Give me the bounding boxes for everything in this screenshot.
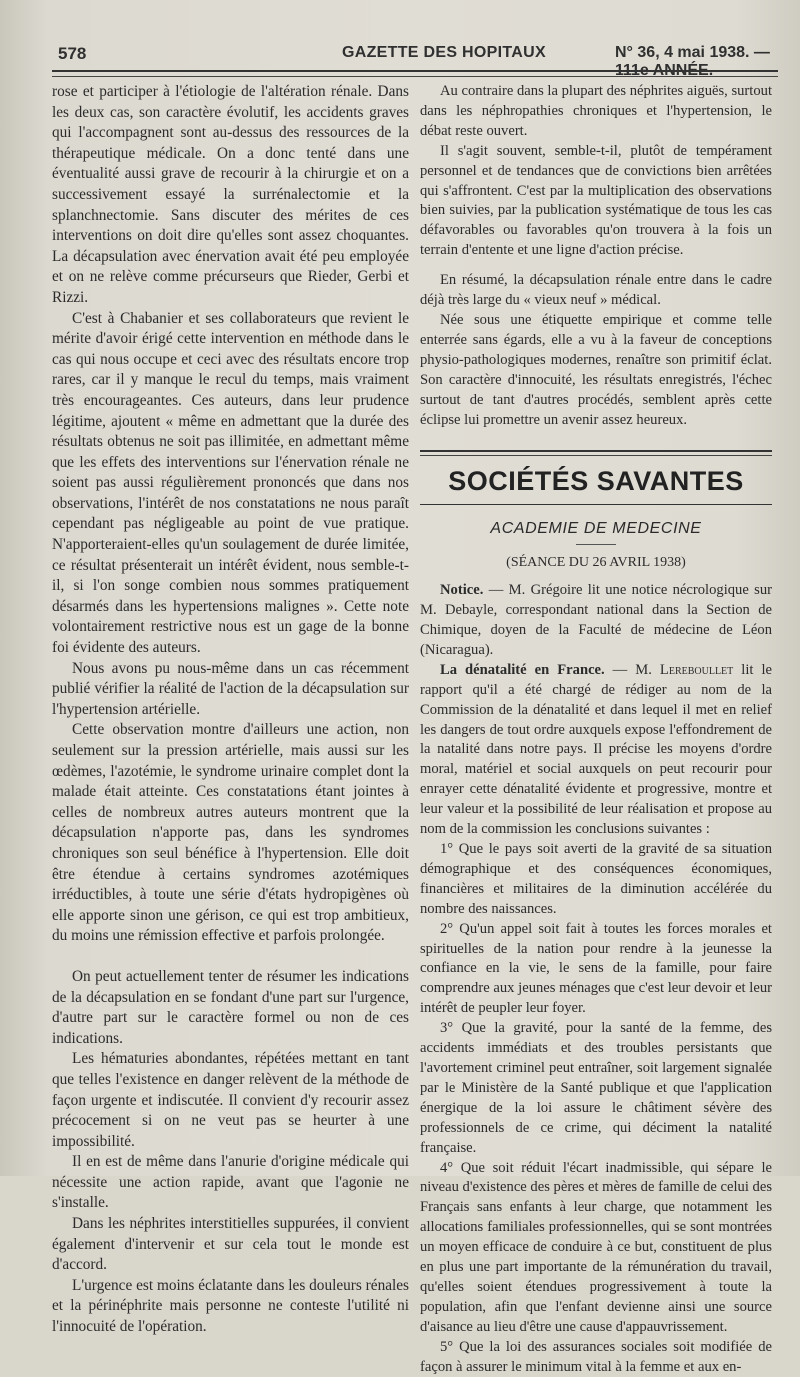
paragraph: Dans les néphrites interstitielles suppurées, il convient également d'intervenir et sur cela tout le monde est d'accord. [52, 1215, 409, 1274]
section-title: SOCIÉTÉS SAVANTES [448, 466, 744, 497]
notice-lead: Notice. [440, 582, 484, 599]
paragraph: Nous avons pu nous-même dans un cas récemment publié vérifier la réalité de l'action de la décapsulation sur l'hypertension artérielle. [52, 659, 409, 718]
conclusion-item: 4° Que soit réduit l'écart inadmissible, qui sépare le niveau d'existence des pères et mères de famille de celui des Français sans enfants à leur charge, que notamment les allocations familiales professionnelles, qui se sont montrées un moyen efficace de conduire à ce but, constituent de plus en plus une part importante de la rémunération du travail, qu'elles soient étendues progressivement à toute la population, afin que l'enfant devienne ainsi une source d'aisance au lieu d'être une cause d'appauvrissement. [420, 1159, 772, 1335]
right-column [420, 82, 772, 1377]
conclusion-item: 1° Que le pays soit averti de la gravité de sa situation démographique et des conséquences économiques, financières et militaires de la diminution accélérée du nombre des naissances. [420, 841, 772, 917]
paragraph: L'urgence est moins éclatante dans les douleurs rénales et la périnéphrite mais personne ne conteste l'utilité ni l'innocuité de l'opération. [52, 1276, 409, 1336]
paragraph: Cette observation montre d'ailleurs une action, non seulement sur la pression artérielle, mais aussi sur les œdèmes, l'azotémie, le syndrome urinaire complet dont la malade était atteinte. Ces constatations étant jointes à celles de nombreux autres auteurs montrent que la décapsulation n'apporte pas, dans les syndromes chroniques son seul bénéfice à l'hypertension. Elle doit être étendue à certains syndromes azotémiques irréductibles, à toute une série d'états hydropigènes où elle apporte sinon une gérison, ce qui est trop ambitieux, du moins une rémission effective et parfois prolongée. [52, 721, 409, 945]
paragraph: C'est à Chabanier et ses collaborateurs que revient le mérite d'avoir érigé cette intervention en méthode dans le cas qui nous occupe et ceci avec des résultats encore trop rares, car il y manque le recul du temps, mais vraiment très encourageantes. Ces auteurs, dans leur prudence légitime, ajoutent « même en admettant que la durée des résultats obtenus ne soit pas illimitée, en admettant même que les effets des interventions sur l'énervation rénale ne soient pas aussi régulièrement prononcés que dans nos observations, l'intérêt de nos constatations ne nous paraît cependant pas négligeable au point de vue pratique. N'apporteraient-elles qu'un soulagement de durée limitée, ce résultat présenterait un intérêt évident, nous semble-t-il, si l'on songe combien nous sommes pratiquement désarmés dans les hypertensions malignes ». Cette note volontairement restrictive nous est un gage de la bonne foi évidente des auteurs. [52, 309, 409, 657]
denatalite-lead: La dénatalité en France. [440, 661, 605, 678]
notice-text: — M. Grégoire lit une notice nécrologique sur M. Debayle, correspondant national dans la Section de Chimique, doyen de la Faculté de médecine de Léon (Nicaragua). [420, 582, 772, 658]
academy-heading: ACADEMIE DE MEDECINE [490, 520, 702, 538]
conclusion-item: 5° Que la loi des assurances sociales soit modifiée de façon à assurer le minimum vital à la femme et aux en- [420, 1338, 772, 1375]
paragraph: rose et participer à l'étiologie de l'altération rénale. Dans les deux cas, son caractère évolutif, les accidents graves qui l'accompagnent sont au-dessus des ressources de la thérapeutique médicale. On a donc tenté dans une éventualité aussi grave de recourir à la chirurgie et on a successivement essayé la surrénalectomie et la splanchnectomie. Sans discuter des mérites de ces interventions on doit dire qu'elles sont assez choquantes. La décapsulation avec énervation avait été peu employée et on ne relève comme précurseurs que Rieder, Gerbi et Rizzi. [52, 83, 409, 306]
small-divider [576, 544, 616, 545]
left-column [52, 82, 409, 1338]
spacer [52, 947, 409, 967]
session-date: (SÉANCE DU 26 AVRIL 1938) [506, 555, 686, 571]
section-rule-bottom [420, 504, 772, 505]
paragraph: Il en est de même dans l'anurie d'origine médicale qui nécessite une action rapide, avant que l'agonie ne s'installe. [52, 1153, 409, 1212]
denatalite-dash: — M. [604, 661, 660, 678]
paragraph: Née sous une étiquette empirique et comme telle enterrée sans égards, elle a vu à la faveur de conceptions physio-pathologiques modernes, renaître son primitif éclat. Son caractère d'innocuité, les résultats enregistrés, l'échec surtout de tant d'autres procédés, semblent après cette éclipse lui promettre un avenir assez heureux. [420, 311, 772, 428]
paragraph: Au contraire dans la plupart des néphrites aiguës, surtout dans les néphropathies chroniques et l'hypertension, le débat reste ouvert. [420, 83, 772, 139]
header-rule-thin [52, 76, 778, 77]
denatalite-text: lit le rapport qu'il a été chargé de rédiger au nom de la Commission de la dénatalité et dans lequel il met en relief les dangers de tout ordre auxquels expose l'effondrement de la natalité dans notre pays. Il précise les moyens d'ordre moral, matériel et social auxquels on peut recourir pour enrayer cette dénatalité évidente et progressive, montre et leur valeur et la possibilité de leur réalisation et propose au nom de la commission les conclusions suivantes : [420, 661, 772, 838]
header-rule [52, 70, 778, 72]
conclusion-item: 2° Qu'un appel soit fait à toutes les forces morales et spirituelles de la nation pour rendre à la jeunesse la confiance en la vie, le sens de la famille, pour faire comprendre aux jeunes ménages que c'est leur devoir et leur intérêt de peupler leur foyer. [420, 920, 772, 1017]
paragraph: En résumé, la décapsulation rénale entre dans le cadre déjà très large du « vieux neuf » médical. [420, 272, 772, 309]
page-number: 578 [58, 44, 87, 63]
paragraph: Les hématuries abondantes, répétées mettant en tant que telles l'existence en danger relèvent de la méthode de façon urgente et indiscutée. Il convient d'y recourir assez précocement si on ne veut pas se heurter à une impossibilité. [52, 1050, 409, 1150]
denatalite-paragraph [420, 661, 772, 840]
issue-line: N° 36, 4 mai 1938. — 111e ANNÉE. [615, 44, 770, 79]
journal-title: GAZETTE DES HOPITAUX [342, 44, 546, 61]
spacer [420, 261, 772, 271]
notice-paragraph [420, 581, 772, 661]
conclusion-item: 3° Que la gravité, pour la santé de la femme, des accidents immédiats et des troubles persistants que l'avortement criminel peut entraîner, soit largement signalée par le Ministère de la Santé publique et que l'application énergique de la loi assure le châtiment sévère des professionnels de ce crime, qui déciment la natalité française. [420, 1020, 772, 1156]
page-header [52, 44, 780, 79]
paragraph: On peut actuellement tenter de résumer les indications de la décapsulation en se fondant d'une part sur l'urgence, d'autre part sur le caractère formel ou non de ces indications. [52, 967, 409, 1047]
section-rule-thin [420, 455, 772, 456]
section-rule [420, 450, 772, 452]
paragraph: Il s'agit souvent, semble-t-il, plutôt de tempérament personnel et de tendances que de convictions bien arrêtées qui s'affrontent. C'est par la multiplication des observations bien suivies, par la publication systématique de tous les cas défavorables ou favorables qu'on trouvera à la fois un terrain d'entente et une ligne d'action précise. [420, 142, 772, 259]
author-name: Lereboullet [659, 661, 734, 678]
